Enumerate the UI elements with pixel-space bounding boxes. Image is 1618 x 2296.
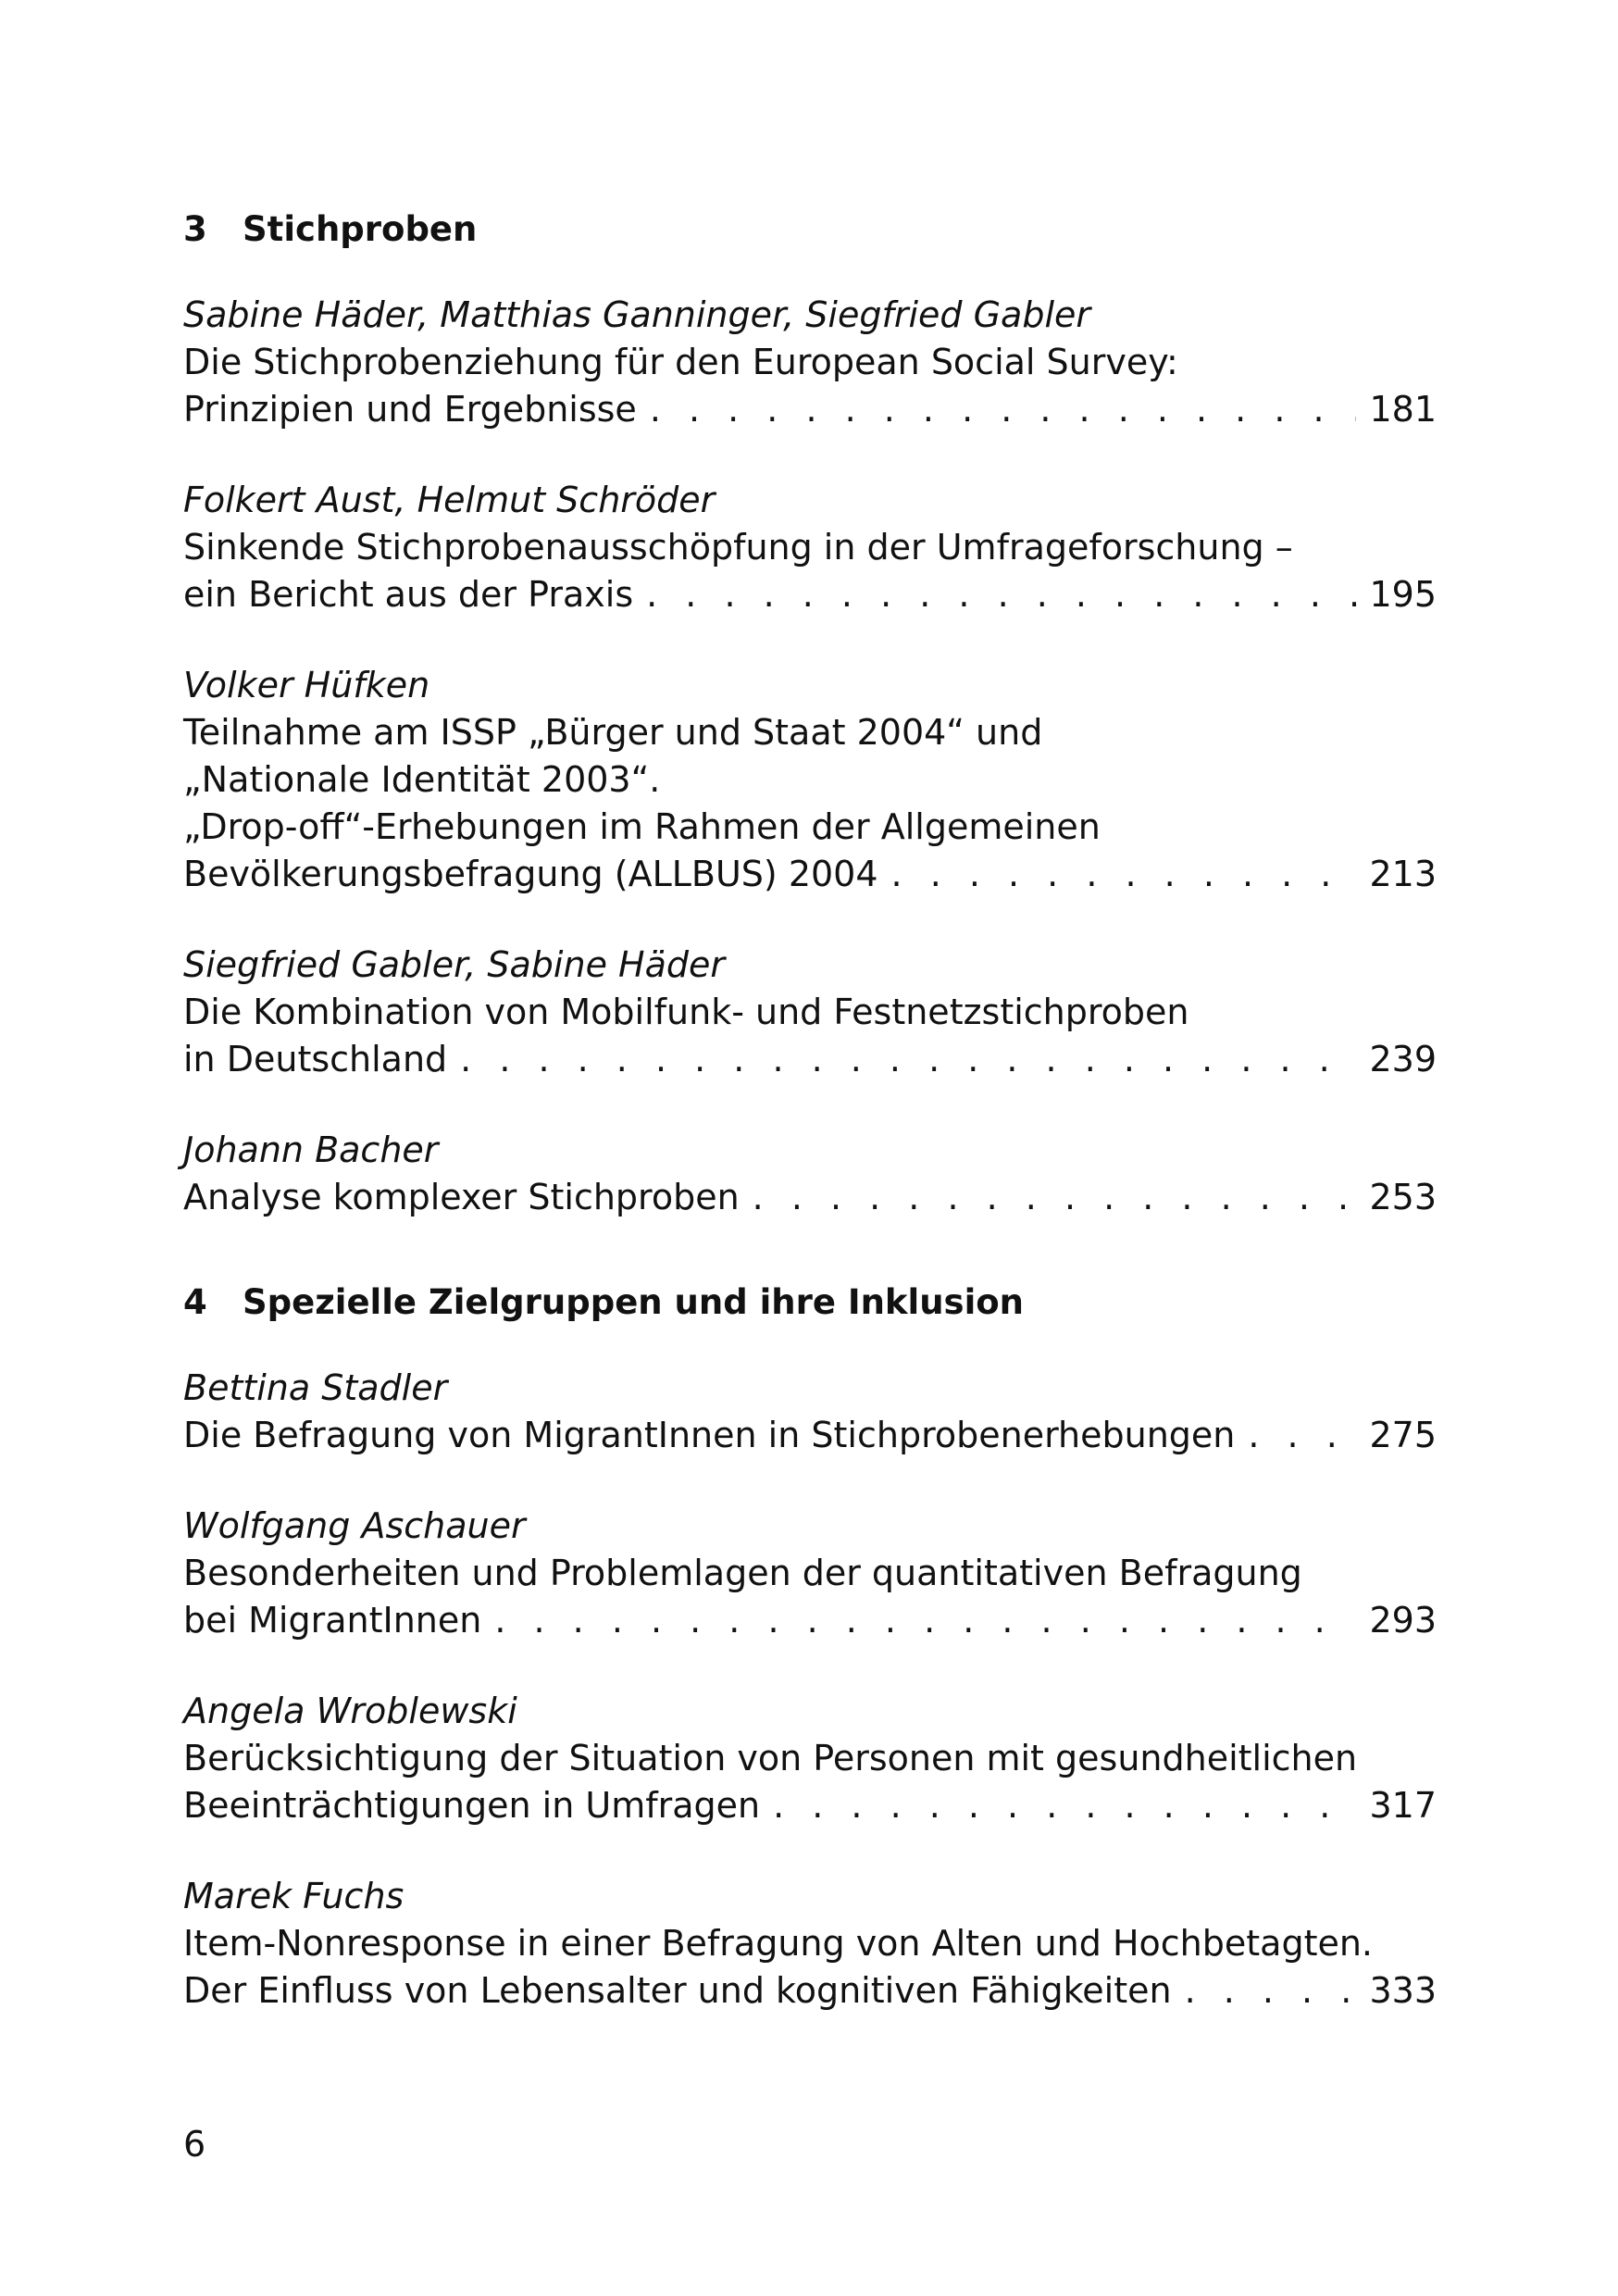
entry-final-line [183, 1174, 1437, 1221]
entry-title-end: ein Bericht aus der Praxis [183, 574, 634, 615]
entry-page-number: 253 [1369, 1177, 1437, 1217]
toc-entry [183, 1364, 1437, 1459]
dot-leader [1248, 1412, 1356, 1459]
toc-entry [183, 661, 1437, 898]
entry-title-end: in Deutschland [183, 1039, 448, 1079]
entry-authors: Bettina Stadler [183, 1367, 448, 1408]
entry-title-end: Bevölkerungsbefragung (ALLBUS) 2004 [183, 854, 878, 894]
entry-title-line: Teilnahme am ISSP „Bürger und Staat 2004“ und [183, 712, 1043, 753]
toc-section-4 [183, 1279, 1437, 2015]
dot-leader [650, 386, 1357, 433]
entry-final-line [183, 1967, 1437, 2015]
entry-title-end: Prinzipien und Ergebnisse [183, 389, 637, 430]
entry-authors: Wolfgang Aschauer [183, 1505, 526, 1546]
entry-authors: Johann Bacher [183, 1129, 439, 1170]
entry-authors: Angela Wroblewski [183, 1691, 517, 1731]
entry-page-number: 293 [1369, 1600, 1437, 1641]
entry-title-end: Der Einfluss von Lebensalter und kognitiven Fähigkeiten [183, 1970, 1172, 2011]
table-of-contents [183, 206, 1437, 2015]
section-title: Stichproben [243, 209, 478, 249]
dot-leader [494, 1597, 1356, 1644]
entry-title-line: Berücksichtigung der Situation von Personen mit gesundheitlichen [183, 1738, 1358, 1778]
entry-final-line [183, 571, 1437, 618]
toc-entry [183, 941, 1437, 1083]
entry-title-line: Die Stichprobenziehung für den European Social Survey: [183, 342, 1178, 382]
entry-final-line [183, 386, 1437, 433]
entry-title-line: Item-Nonresponse in einer Befragung von Alten und Hochbetagten. [183, 1923, 1374, 1964]
toc-entry [183, 291, 1437, 433]
section-number: 3 [183, 209, 207, 249]
dot-leader [460, 1036, 1356, 1083]
toc-entry [183, 1502, 1437, 1644]
toc-entry [183, 476, 1437, 618]
entry-title-line: Besonderheiten und Problemlagen der quantitativen Befragung [183, 1553, 1302, 1593]
entry-title-end: Analyse komplexer Stichproben [183, 1177, 740, 1217]
entry-title-line: „Drop-off“-Erhebungen im Rahmen der Allgemeinen [183, 806, 1101, 847]
entry-page-number: 275 [1369, 1415, 1437, 1455]
dot-leader [753, 1174, 1357, 1221]
entry-title-line: Sinkende Stichprobenausschöpfung in der Umfrageforschung – [183, 527, 1293, 568]
entry-final-line [183, 1782, 1437, 1829]
toc-entry [183, 1687, 1437, 1829]
entry-final-line [183, 851, 1437, 898]
toc-entry [183, 1126, 1437, 1221]
section-heading [183, 1279, 1437, 1327]
entry-authors: Folkert Aust, Helmut Schröder [183, 480, 716, 520]
entry-title-end: bei MigrantInnen [183, 1600, 482, 1641]
entry-title-end: Beeinträchtigungen in Umfragen [183, 1785, 761, 1826]
dot-leader [773, 1782, 1356, 1829]
entry-authors: Marek Fuchs [183, 1876, 404, 1916]
footer-page-number: 6 [183, 2124, 206, 2165]
entry-authors: Volker Hüfken [183, 665, 430, 705]
entry-final-line [183, 1412, 1437, 1459]
entry-title-line: Die Kombination von Mobilfunk- und Festnetzstichproben [183, 992, 1189, 1032]
entry-final-line [183, 1036, 1437, 1083]
entry-page-number: 333 [1369, 1970, 1437, 2011]
entry-page-number: 317 [1369, 1785, 1437, 1826]
entry-authors: Siegfried Gabler, Sabine Häder [183, 944, 726, 985]
dot-leader [891, 851, 1357, 898]
toc-entry [183, 1872, 1437, 2015]
entry-page-number: 213 [1369, 854, 1437, 894]
section-title: Spezielle Zielgruppen und ihre Inklusion [243, 1282, 1025, 1322]
entry-title-line: „Nationale Identität 2003“. [183, 759, 661, 800]
dot-leader [646, 571, 1356, 618]
toc-section-3 [183, 206, 1437, 1221]
entry-page-number: 239 [1369, 1039, 1437, 1079]
dot-leader [1185, 1967, 1357, 2015]
entry-page-number: 195 [1369, 574, 1437, 615]
entry-final-line [183, 1597, 1437, 1644]
entry-page-number: 181 [1369, 389, 1437, 430]
section-number: 4 [183, 1282, 207, 1322]
section-heading [183, 206, 1437, 254]
entry-authors: Sabine Häder, Matthias Ganninger, Siegfried Gabler [183, 294, 1091, 335]
entry-title-end: Die Befragung von MigrantInnen in Stichprobenerhebungen [183, 1415, 1236, 1455]
